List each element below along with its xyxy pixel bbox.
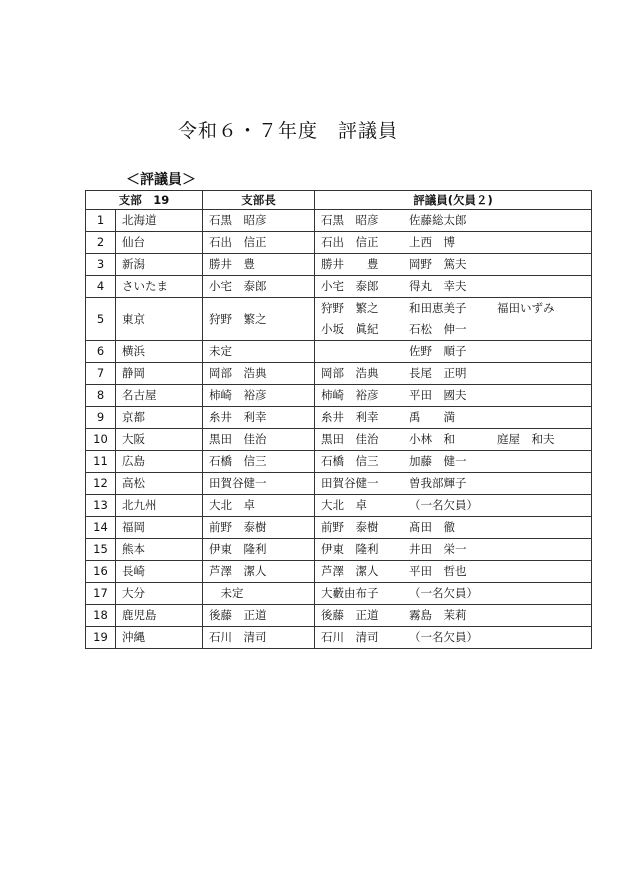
header-councilors: 評議員(欠員２) — [315, 191, 592, 210]
branch-name: 北海道 — [116, 210, 203, 232]
branch-name: 仙台 — [116, 232, 203, 254]
branch-name: 大阪 — [116, 429, 203, 451]
header-branch: 支部 19 — [86, 191, 203, 210]
branch-head: 芦澤 潔人 — [203, 561, 315, 583]
councilor-table — [85, 190, 592, 649]
councilor-name: 糸井 利幸 — [321, 410, 379, 424]
branch-head: 石出 信正 — [203, 232, 315, 254]
header-branch-head: 支部長 — [203, 191, 315, 210]
councilor-name: （一名欠員） — [409, 586, 479, 600]
councilor-line — [315, 385, 591, 406]
councilor-name: 黒田 佳治 — [321, 432, 379, 446]
councilor-name: 曽我部輝子 — [409, 476, 467, 490]
branch-name: 福岡 — [116, 517, 203, 539]
councilor-line — [315, 254, 591, 275]
table-row — [86, 627, 592, 649]
branch-head: 後藤 正道 — [203, 605, 315, 627]
table-row — [86, 276, 592, 298]
branch-name: 横浜 — [116, 341, 203, 363]
councilor-list — [315, 627, 592, 649]
councilor-name: 上西 博 — [409, 235, 456, 249]
branch-name: 名古屋 — [116, 385, 203, 407]
councilor-name: （一名欠員） — [409, 498, 479, 512]
councilor-name: 佐野 順子 — [409, 344, 467, 358]
councilor-name: 勝井 豊 — [321, 257, 379, 271]
councilor-line — [315, 451, 591, 472]
councilor-name: 芦澤 潔人 — [321, 564, 379, 578]
branch-head: 岡部 浩典 — [203, 363, 315, 385]
councilor-name: 柿崎 裕彦 — [321, 388, 379, 402]
councilor-list — [315, 495, 592, 517]
councilor-list — [315, 473, 592, 495]
table-row — [86, 495, 592, 517]
branch-name: 沖縄 — [116, 627, 203, 649]
councilor-line — [315, 319, 591, 340]
councilor-list — [315, 298, 592, 341]
councilor-line — [315, 561, 591, 582]
councilor-name: 佐藤総太郎 — [409, 213, 467, 227]
branch-name: 京都 — [116, 407, 203, 429]
councilor-name: 和田恵美子 — [409, 301, 467, 315]
branch-head: 柿崎 裕彦 — [203, 385, 315, 407]
councilor-list — [315, 407, 592, 429]
councilor-name: 平田 國夫 — [409, 388, 467, 402]
branch-head: 大北 卓 — [203, 495, 315, 517]
councilor-list — [315, 539, 592, 561]
branch-head: 未定 — [203, 341, 315, 363]
branch-name: 鹿児島 — [116, 605, 203, 627]
councilor-name: 前野 泰樹 — [321, 520, 379, 534]
councilor-name: 霧島 茉莉 — [409, 608, 467, 622]
councilor-name: 得丸 幸夫 — [409, 279, 467, 293]
councilor-name: （一名欠員） — [409, 630, 479, 644]
page-title: 令和６・７年度 評議員 — [178, 120, 399, 142]
councilor-list — [315, 232, 592, 254]
councilor-list — [315, 429, 592, 451]
branch-head: 石川 清司 — [203, 627, 315, 649]
councilor-name: 石出 信正 — [321, 235, 379, 249]
councilor-line — [315, 429, 591, 450]
branch-head: 石黒 昭彦 — [203, 210, 315, 232]
councilor-list — [315, 210, 592, 232]
table-row — [86, 451, 592, 473]
table-row — [86, 341, 592, 363]
councilor-line — [315, 473, 591, 494]
councilor-name: 石松 伸一 — [409, 322, 467, 336]
table-body — [86, 210, 592, 649]
row-number: 14 — [86, 517, 116, 539]
councilor-name: 石橋 信三 — [321, 454, 379, 468]
councilor-list — [315, 561, 592, 583]
councilor-line — [315, 298, 591, 319]
councilor-list — [315, 363, 592, 385]
branch-name: 熊本 — [116, 539, 203, 561]
section-label: ＜評議員＞ — [126, 172, 196, 188]
row-number: 11 — [86, 451, 116, 473]
table-row — [86, 298, 592, 341]
councilor-name: 伊東 隆利 — [321, 542, 379, 556]
row-number: 5 — [86, 298, 116, 341]
table-row — [86, 363, 592, 385]
row-number: 16 — [86, 561, 116, 583]
councilor-name: 平田 哲也 — [409, 564, 467, 578]
branch-head: 小宅 泰郎 — [203, 276, 315, 298]
row-number: 1 — [86, 210, 116, 232]
councilor-name: 福田いずみ — [497, 301, 555, 315]
branch-head: 黒田 佳治 — [203, 429, 315, 451]
branch-name: 東京 — [116, 298, 203, 341]
branch-head: 田賀谷健一 — [203, 473, 315, 495]
branch-head: 未定 — [203, 583, 315, 605]
row-number: 3 — [86, 254, 116, 276]
councilor-name: 小林 和 — [409, 432, 456, 446]
branch-name: 新潟 — [116, 254, 203, 276]
branch-head: 糸井 利幸 — [203, 407, 315, 429]
councilor-line — [315, 276, 591, 297]
councilor-name: 井田 栄一 — [409, 542, 467, 556]
councilor-name: 小坂 眞紀 — [321, 322, 379, 336]
branch-head: 伊東 隆利 — [203, 539, 315, 561]
row-number: 19 — [86, 627, 116, 649]
row-number: 10 — [86, 429, 116, 451]
row-number: 12 — [86, 473, 116, 495]
councilor-line — [315, 627, 591, 648]
councilor-name: 狩野 繁之 — [321, 301, 379, 315]
table-row — [86, 561, 592, 583]
councilor-line — [315, 605, 591, 626]
councilor-list — [315, 451, 592, 473]
branch-head: 勝井 豊 — [203, 254, 315, 276]
table-row — [86, 254, 592, 276]
table-row — [86, 407, 592, 429]
table-row — [86, 429, 592, 451]
councilor-name: 小宅 泰郎 — [321, 279, 379, 293]
councilor-name: 後藤 正道 — [321, 608, 379, 622]
branch-name: 北九州 — [116, 495, 203, 517]
councilor-line — [315, 495, 591, 516]
councilor-name: 髙田 徹 — [409, 520, 456, 534]
councilor-name: 長尾 正明 — [409, 366, 467, 380]
councilor-name: 庭屋 和夫 — [497, 432, 555, 446]
branch-head: 石橋 信三 — [203, 451, 315, 473]
table-row — [86, 232, 592, 254]
row-number: 9 — [86, 407, 116, 429]
councilor-name: 加藤 健一 — [409, 454, 467, 468]
councilor-line — [315, 210, 591, 231]
row-number: 8 — [86, 385, 116, 407]
branch-head: 狩野 繁之 — [203, 298, 315, 341]
councilor-line — [315, 517, 591, 538]
table-row — [86, 605, 592, 627]
row-number: 6 — [86, 341, 116, 363]
table-row — [86, 473, 592, 495]
branch-name: 高松 — [116, 473, 203, 495]
councilor-line — [315, 363, 591, 384]
councilor-name: 大藪由布子 — [321, 586, 379, 600]
councilor-list — [315, 517, 592, 539]
councilor-list — [315, 254, 592, 276]
table-row — [86, 517, 592, 539]
branch-name: 広島 — [116, 451, 203, 473]
councilor-line — [315, 407, 591, 428]
table-row — [86, 385, 592, 407]
branch-name: さいたま — [116, 276, 203, 298]
councilor-line — [315, 232, 591, 253]
councilor-name: 岡部 浩典 — [321, 366, 379, 380]
councilor-list — [315, 605, 592, 627]
councilor-name: 禹 満 — [409, 410, 456, 424]
row-number: 15 — [86, 539, 116, 561]
councilor-line — [315, 539, 591, 560]
branch-name: 静岡 — [116, 363, 203, 385]
table-row — [86, 539, 592, 561]
councilor-list — [315, 276, 592, 298]
table-header-row — [86, 191, 592, 210]
row-number: 4 — [86, 276, 116, 298]
councilor-line — [315, 341, 591, 362]
councilor-list — [315, 583, 592, 605]
councilor-list — [315, 341, 592, 363]
row-number: 13 — [86, 495, 116, 517]
row-number: 7 — [86, 363, 116, 385]
row-number: 2 — [86, 232, 116, 254]
branch-name: 大分 — [116, 583, 203, 605]
branch-name: 長崎 — [116, 561, 203, 583]
councilor-name: 石黒 昭彦 — [321, 213, 379, 227]
councilor-list — [315, 385, 592, 407]
councilor-line — [315, 583, 591, 604]
table-row — [86, 583, 592, 605]
councilor-name: 石川 清司 — [321, 630, 379, 644]
table-row — [86, 210, 592, 232]
councilor-name: 岡野 篤夫 — [409, 257, 467, 271]
row-number: 18 — [86, 605, 116, 627]
councilor-name: 田賀谷健一 — [321, 476, 379, 490]
row-number: 17 — [86, 583, 116, 605]
branch-head: 前野 泰樹 — [203, 517, 315, 539]
councilor-name: 大北 卓 — [321, 498, 368, 512]
